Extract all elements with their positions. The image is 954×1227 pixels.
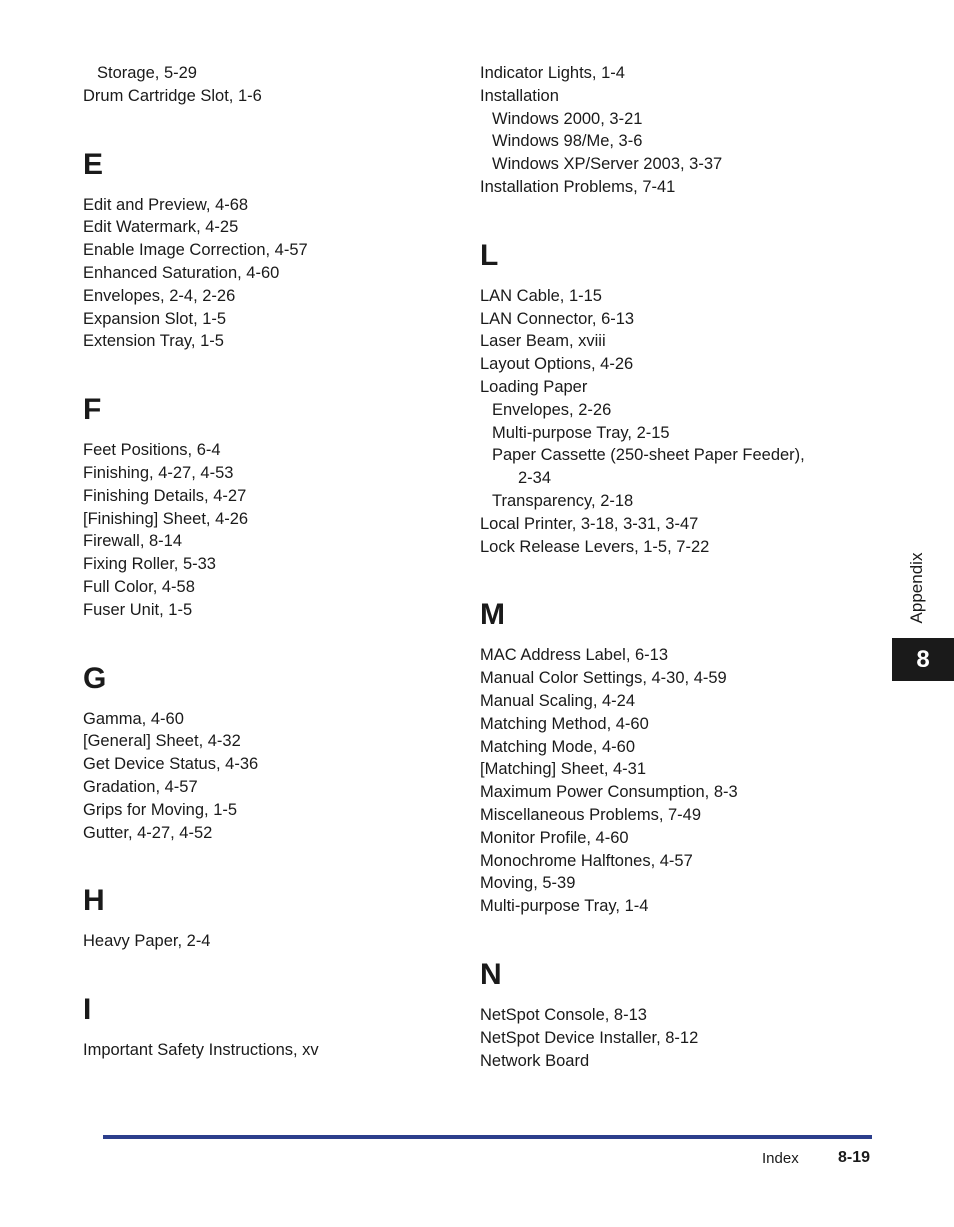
index-entry: LAN Connector, 6-13	[480, 309, 635, 328]
index-letter-heading: M	[480, 598, 505, 632]
index-entry: [General] Sheet, 4-32	[83, 732, 241, 751]
index-entry: Gutter, 4-27, 4-52	[83, 823, 213, 842]
index-entry: Manual Color Settings, 4-30, 4-59	[480, 669, 727, 688]
index-entry: Expansion Slot, 1-5	[83, 309, 227, 328]
index-subentry: Envelopes, 2-26	[492, 400, 612, 419]
footer-rule	[103, 1135, 872, 1139]
index-letter-heading: L	[480, 238, 499, 272]
index-entry: Extension Tray, 1-5	[83, 332, 224, 351]
index-entry: Enable Image Correction, 4-57	[83, 241, 308, 260]
index-entry: Heavy Paper, 2-4	[83, 932, 211, 951]
index-entry: Fixing Roller, 5-33	[83, 555, 216, 574]
index-entry: NetSpot Device Installer, 8-12	[480, 1028, 699, 1047]
index-entry: Grips for Moving, 1-5	[83, 800, 238, 819]
index-entry: Multi-purpose Tray, 1-4	[480, 897, 649, 916]
index-entry: MAC Address Label, 6-13	[480, 646, 669, 665]
chapter-tab[interactable]: 8	[892, 638, 954, 681]
index-entry: Matching Mode, 4-60	[480, 737, 636, 756]
index-letter-heading: E	[83, 147, 104, 181]
index-entry: Installation Problems, 7-41	[480, 177, 676, 196]
index-entry: Full Color, 4-58	[83, 577, 195, 596]
index-entry: Moving, 5-39	[480, 874, 576, 893]
index-entry: Monochrome Halftones, 4-57	[480, 851, 693, 870]
index-entry: Maximum Power Consumption, 8-3	[480, 783, 738, 802]
index-entry: Laser Beam, xviii	[480, 332, 606, 351]
index-entry: Network Board	[480, 1051, 590, 1070]
index-entry: NetSpot Console, 8-13	[480, 1005, 647, 1024]
page-number: 8-19	[838, 1149, 871, 1166]
index-entry: Monitor Profile, 4-60	[480, 828, 629, 847]
index-entry: Local Printer, 3-18, 3-31, 3-47	[480, 514, 699, 533]
index-subentry: Storage, 5-29	[97, 64, 197, 82]
index-entry: Feet Positions, 6-4	[83, 441, 221, 460]
index-entry: Gamma, 4-60	[83, 709, 184, 728]
index-entry: Envelopes, 2-4, 2-26	[83, 286, 236, 305]
index-entry: Finishing Details, 4-27	[83, 486, 247, 505]
index-entry: [Finishing] Sheet, 4-26	[83, 509, 249, 528]
index-entry: [Matching] Sheet, 4-31	[480, 760, 647, 779]
index-entry: Indicator Lights, 1-4	[480, 64, 625, 82]
index-column-left	[83, 62, 453, 1062]
index-entry: Installation	[480, 86, 559, 105]
index-subentry: Windows 98/Me, 3-6	[492, 132, 643, 151]
index-subentry: Transparency, 2-18	[492, 491, 634, 510]
index-letter-heading: H	[83, 884, 105, 918]
index-entry: Edit Watermark, 4-25	[83, 218, 239, 237]
index-entry: Edit and Preview, 4-68	[83, 195, 249, 214]
index-entry: Layout Options, 4-26	[480, 355, 634, 374]
index-entry: LAN Cable, 1-15	[480, 286, 602, 305]
index-entry: Lock Release Levers, 1-5, 7-22	[480, 537, 710, 556]
index-entry: Miscellaneous Problems, 7-49	[480, 805, 702, 824]
index-entry: Loading Paper	[480, 377, 588, 396]
index-letter-heading: N	[480, 957, 502, 991]
index-entry: Fuser Unit, 1-5	[83, 600, 193, 619]
footer-section-title: Index	[762, 1150, 799, 1167]
index-subentry: Multi-purpose Tray, 2-15	[492, 423, 670, 442]
index-entry: Get Device Status, 4-36	[83, 755, 259, 774]
index-entry: Gradation, 4-57	[83, 777, 198, 796]
index-entry: Matching Method, 4-60	[480, 714, 649, 733]
index-entry: Manual Scaling, 4-24	[480, 691, 636, 710]
index-entry: Firewall, 8-14	[83, 532, 183, 551]
index-letter-heading: G	[83, 661, 107, 695]
index-entry: Enhanced Saturation, 4-60	[83, 263, 280, 282]
chapter-label: Appendix	[907, 552, 926, 624]
index-subentry: 2-34	[518, 469, 552, 488]
index-subentry: Windows XP/Server 2003, 3-37	[492, 155, 723, 174]
index-entry: Finishing, 4-27, 4-53	[83, 463, 234, 482]
index-column-right	[480, 62, 860, 1072]
index-entry: Drum Cartridge Slot, 1-6	[83, 86, 262, 105]
index-subentry: Windows 2000, 3-21	[492, 109, 643, 128]
index-entry: Important Safety Instructions, xv	[83, 1041, 319, 1060]
index-letter-heading: F	[83, 393, 102, 427]
index-subentry: Paper Cassette (250-sheet Paper Feeder),	[492, 446, 805, 465]
index-letter-heading: I	[83, 993, 92, 1027]
